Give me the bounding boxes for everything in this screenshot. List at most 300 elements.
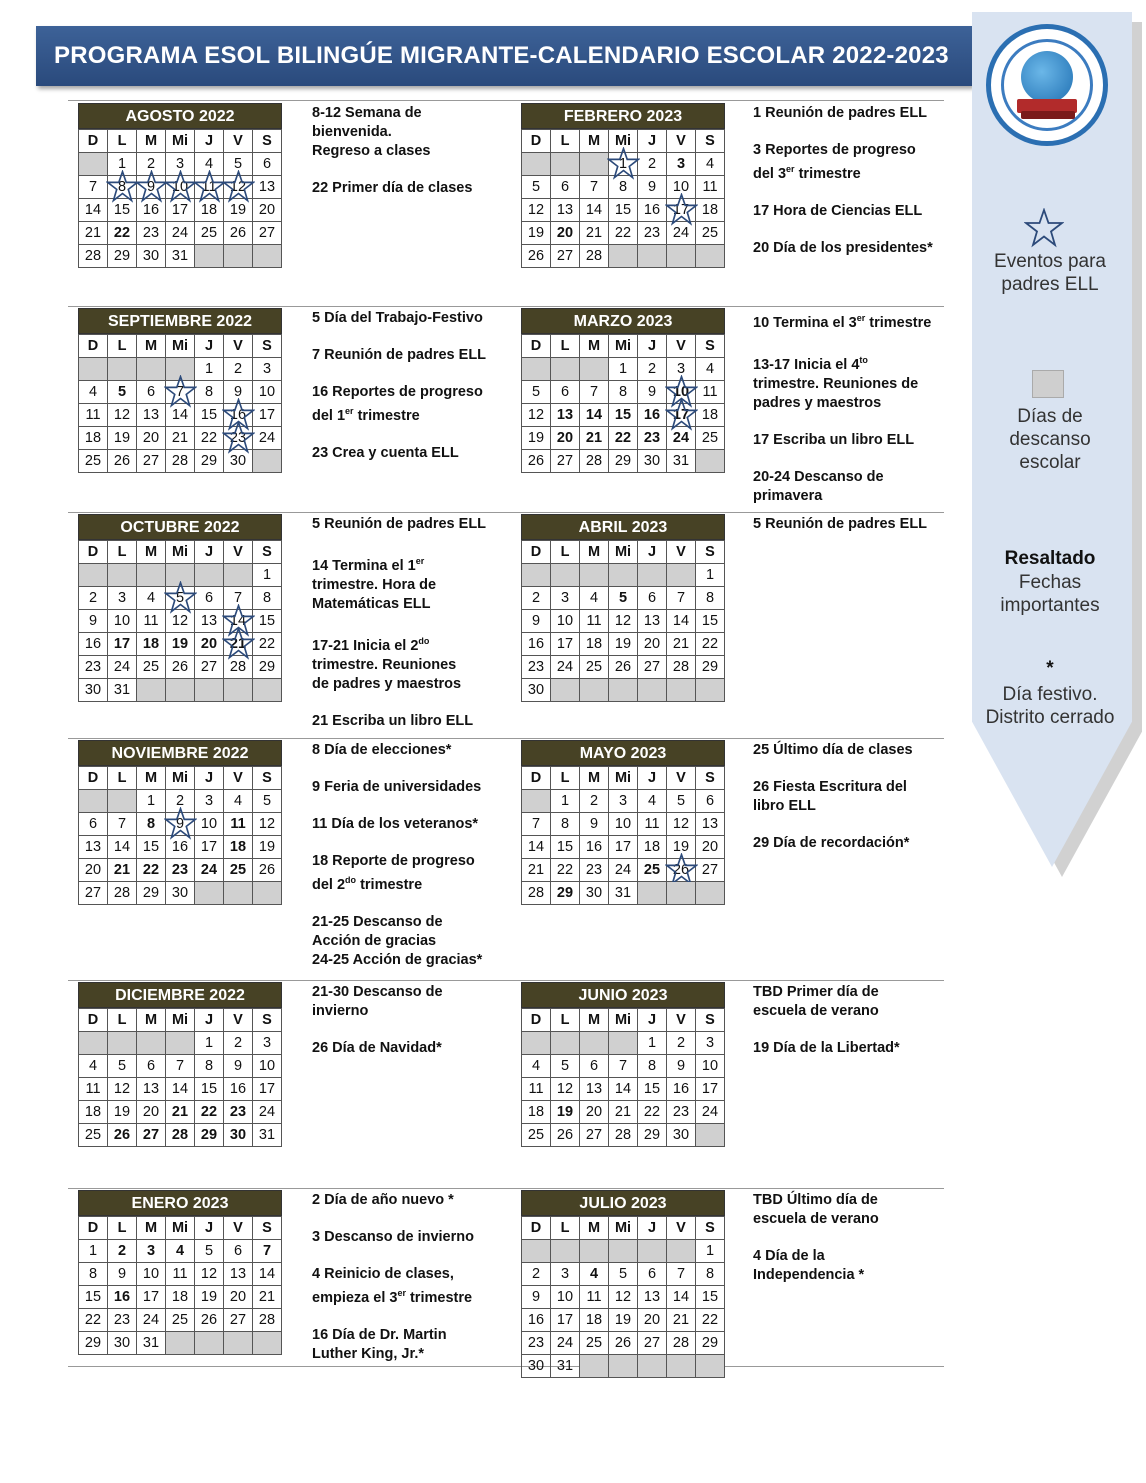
day-number: 27 xyxy=(643,659,661,675)
day-number: 20 xyxy=(585,1104,603,1120)
day-number: 17 xyxy=(171,202,189,218)
day-number: 5 xyxy=(618,1266,628,1282)
day-cell xyxy=(137,1055,166,1078)
day-number: 7 xyxy=(676,590,686,606)
month-calendar xyxy=(521,103,725,268)
day-number: 20 xyxy=(84,862,102,878)
day-number: 6 xyxy=(560,179,570,195)
day-cell xyxy=(522,1309,551,1332)
day-number: 14 xyxy=(614,1081,632,1097)
day-cell xyxy=(667,633,696,656)
day-number: 12 xyxy=(614,613,632,629)
day-cell xyxy=(79,882,108,905)
day-cell xyxy=(522,176,551,199)
day-number: 8 xyxy=(146,816,156,832)
day-cell xyxy=(551,859,580,882)
day-cell xyxy=(253,610,282,633)
events-list xyxy=(312,515,512,749)
legend-gray-label: Días de descanso escolar xyxy=(1009,406,1091,473)
day-number: 22 xyxy=(614,430,632,446)
day-cell xyxy=(137,790,166,813)
day-number: 4 xyxy=(705,361,715,377)
weekday-header: J xyxy=(195,130,224,153)
page-title: PROGRAMA ESOL BILINGÚE MIGRANTE-CALENDARIO ESCOLAR 2022-2023 xyxy=(54,42,949,69)
day-cell xyxy=(609,1309,638,1332)
day-number: 2 xyxy=(531,590,541,606)
day-number: 22 xyxy=(200,430,218,446)
event-item: 21-25 Descanso de Acción de gracias 24-25 Acción de gracias* xyxy=(312,913,483,968)
day-cell xyxy=(638,176,667,199)
weekday-header: D xyxy=(79,767,108,790)
weekday-header: S xyxy=(253,130,282,153)
day-number: 26 xyxy=(556,1127,574,1143)
day-cell xyxy=(696,404,725,427)
day-cell xyxy=(108,1101,137,1124)
empty-day-cell xyxy=(522,790,551,813)
day-number: 5 xyxy=(204,1243,214,1259)
day-cell xyxy=(638,1032,667,1055)
day-cell xyxy=(580,1309,609,1332)
day-number: 19 xyxy=(527,430,545,446)
day-cell xyxy=(551,882,580,905)
day-number: 15 xyxy=(614,407,632,423)
day-number: 15 xyxy=(556,839,574,855)
weekday-header: V xyxy=(667,541,696,564)
day-cell xyxy=(137,1263,166,1286)
weekday-header: M xyxy=(137,541,166,564)
day-number: 9 xyxy=(676,1058,686,1074)
day-cell xyxy=(195,1309,224,1332)
day-cell xyxy=(224,450,253,473)
day-number: 26 xyxy=(258,862,276,878)
day-number: 16 xyxy=(643,202,661,218)
event-item: 18 Reporte de progreso del $2^{do}$ trimestre xyxy=(312,853,475,893)
day-cell xyxy=(253,1263,282,1286)
day-cell xyxy=(137,656,166,679)
day-number: 11 xyxy=(702,179,718,195)
event-item: 5 Reunión de padres ELL xyxy=(312,516,487,532)
day-cell xyxy=(195,813,224,836)
day-cell xyxy=(551,1309,580,1332)
day-cell xyxy=(224,836,253,859)
day-number: 14 xyxy=(527,839,545,855)
day-cell xyxy=(696,859,725,882)
day-number: 7 xyxy=(589,179,599,195)
weekday-header: L xyxy=(108,541,137,564)
weekday-header: M xyxy=(580,130,609,153)
day-number: 16 xyxy=(229,1081,247,1097)
day-number: 11 xyxy=(586,613,602,629)
day-number: 15 xyxy=(200,1081,218,1097)
day-number: 28 xyxy=(171,1127,189,1143)
day-cell xyxy=(638,450,667,473)
day-number: 31 xyxy=(614,885,632,901)
day-number: 10 xyxy=(672,384,690,400)
day-cell xyxy=(195,1240,224,1263)
weekday-header: Mi xyxy=(166,335,195,358)
weekday-header: J xyxy=(195,1217,224,1240)
month-grid xyxy=(78,1216,282,1355)
day-number: 28 xyxy=(258,1312,276,1328)
day-cell xyxy=(696,790,725,813)
day-cell xyxy=(79,176,108,199)
event-item: 17 Escriba un libro ELL xyxy=(753,431,915,448)
empty-day-cell xyxy=(551,358,580,381)
day-cell xyxy=(522,199,551,222)
day-number: 20 xyxy=(229,1289,247,1305)
empty-day-cell xyxy=(195,1332,224,1355)
day-number: 22 xyxy=(113,225,131,241)
event-item: 26 Día de Navidad* xyxy=(312,1040,442,1056)
day-number: 16 xyxy=(142,202,160,218)
event-item: 8 Día de elecciones* xyxy=(312,742,452,758)
day-number: 2 xyxy=(233,361,243,377)
day-number: 8 xyxy=(117,179,127,195)
day-number: 1 xyxy=(618,156,628,172)
day-cell xyxy=(195,358,224,381)
event-item: 22 Primer día de clases xyxy=(312,180,473,196)
event-item: 25 Último día de clases xyxy=(753,742,913,758)
day-number: 8 xyxy=(705,590,715,606)
day-number: 11 xyxy=(702,384,718,400)
day-number: 1 xyxy=(647,1035,657,1051)
empty-day-cell xyxy=(667,679,696,702)
day-number: 3 xyxy=(618,793,628,809)
day-cell xyxy=(551,836,580,859)
day-number: 2 xyxy=(233,1035,243,1051)
day-number: 31 xyxy=(142,1335,160,1351)
program-logo xyxy=(986,24,1108,146)
legend-asterisk: * xyxy=(1046,658,1054,679)
empty-day-cell xyxy=(580,1355,609,1378)
weekday-header: D xyxy=(79,130,108,153)
day-number: 14 xyxy=(585,202,603,218)
day-number: 20 xyxy=(142,430,160,446)
day-cell xyxy=(522,656,551,679)
day-cell xyxy=(580,450,609,473)
empty-day-cell xyxy=(195,245,224,268)
day-number: 8 xyxy=(705,1266,715,1282)
day-number: 28 xyxy=(113,885,131,901)
weekday-header: Mi xyxy=(609,1217,638,1240)
day-cell xyxy=(79,1078,108,1101)
day-cell xyxy=(522,813,551,836)
day-number: 7 xyxy=(175,384,185,400)
day-cell xyxy=(166,381,195,404)
day-cell xyxy=(667,836,696,859)
day-cell xyxy=(195,587,224,610)
day-cell xyxy=(137,859,166,882)
empty-day-cell xyxy=(638,564,667,587)
day-cell xyxy=(667,404,696,427)
day-cell xyxy=(166,245,195,268)
empty-day-cell xyxy=(166,1032,195,1055)
day-number: 19 xyxy=(200,1289,218,1305)
day-cell xyxy=(580,381,609,404)
day-cell xyxy=(580,1332,609,1355)
weekday-header: D xyxy=(79,335,108,358)
day-number: 30 xyxy=(527,682,545,698)
day-cell xyxy=(137,153,166,176)
day-cell xyxy=(638,1055,667,1078)
day-number: 3 xyxy=(204,793,214,809)
weekday-header: Mi xyxy=(609,1009,638,1032)
weekday-header: J xyxy=(638,767,667,790)
day-cell xyxy=(253,633,282,656)
day-cell xyxy=(638,199,667,222)
weekday-header: D xyxy=(522,541,551,564)
day-cell xyxy=(224,153,253,176)
month-grid xyxy=(521,1216,725,1378)
day-cell xyxy=(166,859,195,882)
day-number: 11 xyxy=(85,407,101,423)
day-cell xyxy=(253,1032,282,1055)
day-cell xyxy=(696,1032,725,1055)
day-number: 10 xyxy=(171,179,189,195)
day-cell xyxy=(166,1055,195,1078)
weekday-header: V xyxy=(667,130,696,153)
day-cell xyxy=(79,587,108,610)
day-number: 25 xyxy=(142,659,160,675)
day-cell xyxy=(609,1286,638,1309)
empty-day-cell xyxy=(166,679,195,702)
weekday-header: Mi xyxy=(609,335,638,358)
weekday-header: J xyxy=(195,1009,224,1032)
day-cell xyxy=(166,1078,195,1101)
day-number: 5 xyxy=(676,793,686,809)
day-number: 1 xyxy=(204,1035,214,1051)
day-cell xyxy=(108,222,137,245)
day-number: 2 xyxy=(175,793,185,809)
day-number: 28 xyxy=(614,1127,632,1143)
day-cell xyxy=(580,199,609,222)
legend-bold-label: Fechas importantes xyxy=(1000,572,1100,616)
day-number: 9 xyxy=(233,384,243,400)
day-number: 4 xyxy=(531,1058,541,1074)
day-cell xyxy=(79,679,108,702)
empty-day-cell xyxy=(609,564,638,587)
empty-day-cell xyxy=(696,1355,725,1378)
day-number: 20 xyxy=(643,636,661,652)
day-cell xyxy=(79,836,108,859)
day-number: 30 xyxy=(113,1335,131,1351)
weekday-header: S xyxy=(696,767,725,790)
event-item: 5 Día del Trabajo-Festivo xyxy=(312,310,483,326)
events-list xyxy=(753,741,958,871)
day-number: 12 xyxy=(229,179,247,195)
day-cell xyxy=(195,222,224,245)
day-number: 13 xyxy=(556,202,574,218)
day-number: 30 xyxy=(142,248,160,264)
day-cell xyxy=(224,427,253,450)
day-number: 27 xyxy=(643,1335,661,1351)
day-cell xyxy=(166,199,195,222)
event-item: 26 Fiesta Escritura del libro ELL xyxy=(753,779,907,814)
day-number: 11 xyxy=(528,1081,544,1097)
day-number: 5 xyxy=(531,179,541,195)
day-number: 25 xyxy=(585,1335,603,1351)
day-cell xyxy=(522,1124,551,1147)
events-list xyxy=(753,1191,958,1303)
day-cell xyxy=(79,450,108,473)
month-calendar xyxy=(521,308,725,473)
day-number: 1 xyxy=(88,1243,98,1259)
day-number: 17 xyxy=(672,202,690,218)
empty-day-cell xyxy=(522,358,551,381)
month-title: DICIEMBRE 2022 xyxy=(78,982,282,1008)
weekday-header: M xyxy=(580,1009,609,1032)
day-number: 6 xyxy=(146,384,156,400)
day-number: 25 xyxy=(200,225,218,241)
day-number: 28 xyxy=(585,453,603,469)
empty-day-cell xyxy=(580,564,609,587)
day-number: 24 xyxy=(200,862,218,878)
empty-day-cell xyxy=(108,790,137,813)
day-cell xyxy=(224,176,253,199)
day-cell xyxy=(253,1286,282,1309)
empty-day-cell xyxy=(108,1032,137,1055)
day-cell xyxy=(137,381,166,404)
day-cell xyxy=(79,1101,108,1124)
day-number: 30 xyxy=(229,1127,247,1143)
day-number: 8 xyxy=(618,179,628,195)
day-cell xyxy=(79,1263,108,1286)
day-cell xyxy=(609,610,638,633)
day-cell xyxy=(166,836,195,859)
day-number: 3 xyxy=(560,590,570,606)
day-cell xyxy=(195,836,224,859)
day-cell xyxy=(166,1309,195,1332)
day-cell xyxy=(580,656,609,679)
weekday-header: D xyxy=(522,767,551,790)
day-cell xyxy=(696,1309,725,1332)
legend-star-label: Eventos para padres ELL xyxy=(994,251,1106,295)
day-number: 23 xyxy=(643,225,661,241)
month-grid xyxy=(78,129,282,268)
day-number: 20 xyxy=(556,430,574,446)
day-number: 10 xyxy=(556,613,574,629)
day-number: 2 xyxy=(676,1035,686,1051)
day-number: 9 xyxy=(531,613,541,629)
section-divider xyxy=(68,306,944,307)
month-grid xyxy=(521,540,725,702)
month-grid xyxy=(78,334,282,473)
day-cell xyxy=(609,1101,638,1124)
month-calendar xyxy=(521,982,725,1147)
weekday-header: L xyxy=(108,335,137,358)
weekday-header: J xyxy=(195,541,224,564)
weekday-header: J xyxy=(638,541,667,564)
day-number: 26 xyxy=(614,659,632,675)
weekday-header: L xyxy=(551,335,580,358)
empty-day-cell xyxy=(638,245,667,268)
day-number: 19 xyxy=(614,1312,632,1328)
event-item: TBD Primer día de escuela de verano xyxy=(753,984,879,1019)
day-cell xyxy=(609,1263,638,1286)
day-cell xyxy=(609,587,638,610)
day-number: 26 xyxy=(672,862,690,878)
weekday-header: M xyxy=(137,1009,166,1032)
day-number: 23 xyxy=(171,862,189,878)
day-cell xyxy=(638,427,667,450)
day-cell xyxy=(224,587,253,610)
day-cell xyxy=(667,450,696,473)
day-number: 4 xyxy=(233,793,243,809)
day-cell xyxy=(166,587,195,610)
day-cell xyxy=(667,656,696,679)
day-number: 4 xyxy=(647,793,657,809)
section-divider xyxy=(68,1188,944,1189)
day-number: 8 xyxy=(204,1058,214,1074)
month-grid xyxy=(521,1008,725,1147)
day-cell xyxy=(551,199,580,222)
empty-day-cell xyxy=(580,679,609,702)
day-cell xyxy=(551,1078,580,1101)
day-number: 29 xyxy=(84,1335,102,1351)
day-number: 19 xyxy=(113,1104,131,1120)
day-number: 23 xyxy=(672,1104,690,1120)
empty-day-cell xyxy=(667,245,696,268)
day-number: 14 xyxy=(672,1289,690,1305)
day-cell xyxy=(696,587,725,610)
day-cell xyxy=(137,1101,166,1124)
day-cell xyxy=(195,1124,224,1147)
day-cell xyxy=(253,859,282,882)
day-number: 5 xyxy=(531,384,541,400)
day-cell xyxy=(137,1286,166,1309)
month-title: AGOSTO 2022 xyxy=(78,103,282,129)
day-number: 24 xyxy=(258,430,276,446)
day-cell xyxy=(551,1263,580,1286)
day-number: 1 xyxy=(560,793,570,809)
day-number: 18 xyxy=(643,839,661,855)
day-cell xyxy=(580,882,609,905)
day-number: 6 xyxy=(647,590,657,606)
event-item: 20-24 Descanso de primavera xyxy=(753,468,884,504)
day-cell xyxy=(108,245,137,268)
day-cell xyxy=(195,1032,224,1055)
day-cell xyxy=(696,813,725,836)
day-number: 2 xyxy=(647,361,657,377)
day-number: 22 xyxy=(142,862,160,878)
day-cell xyxy=(667,427,696,450)
day-number: 1 xyxy=(117,156,127,172)
day-number: 10 xyxy=(113,613,131,629)
day-number: 24 xyxy=(171,225,189,241)
day-number: 12 xyxy=(527,202,545,218)
day-cell xyxy=(696,176,725,199)
weekday-header: S xyxy=(253,1009,282,1032)
day-number: 4 xyxy=(88,1058,98,1074)
day-cell xyxy=(79,427,108,450)
day-cell xyxy=(580,222,609,245)
empty-day-cell xyxy=(696,1124,725,1147)
day-cell xyxy=(137,882,166,905)
day-number: 6 xyxy=(262,156,272,172)
day-cell xyxy=(522,882,551,905)
empty-day-cell xyxy=(195,882,224,905)
weekday-header: Mi xyxy=(609,130,638,153)
day-cell xyxy=(108,587,137,610)
day-number: 26 xyxy=(614,1335,632,1351)
day-number: 7 xyxy=(233,590,243,606)
weekday-header: L xyxy=(551,541,580,564)
day-cell xyxy=(195,450,224,473)
day-number: 21 xyxy=(585,225,603,241)
empty-day-cell xyxy=(522,564,551,587)
day-number: 1 xyxy=(262,567,272,583)
day-number: 24 xyxy=(672,225,690,241)
